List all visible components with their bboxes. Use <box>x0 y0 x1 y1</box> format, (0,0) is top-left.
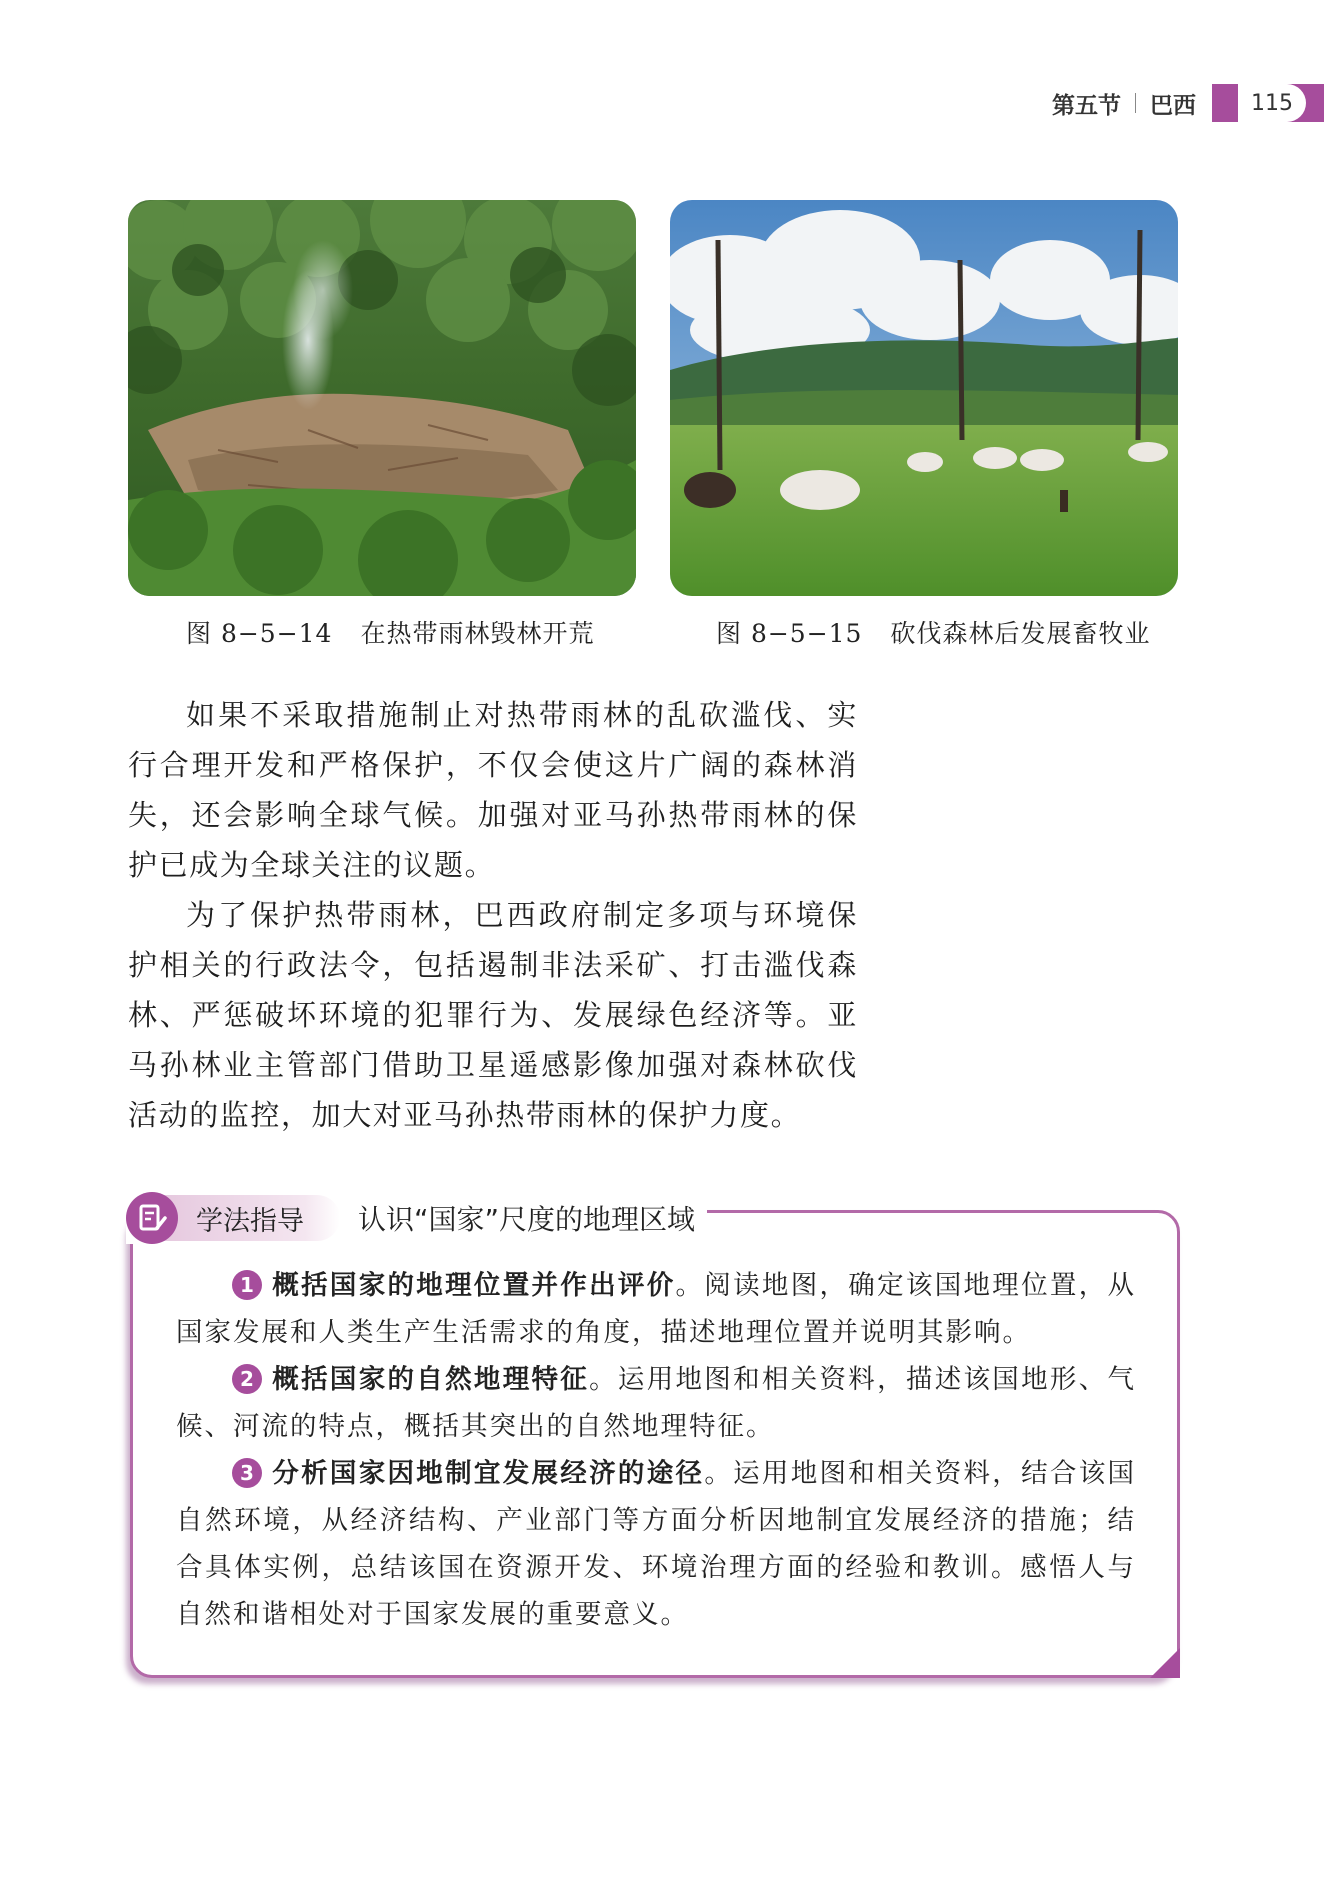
cattle-pasture-image <box>670 200 1178 596</box>
item-number-3-icon: 3 <box>232 1458 262 1488</box>
figure-title-2: 砍伐森林后发展畜牧业 <box>890 619 1151 648</box>
guide-item-2-heading: 概括国家的自然地理特征 <box>272 1364 590 1395</box>
notebook-pen-glyph <box>135 1201 169 1235</box>
guide-item-3 <box>176 1450 1136 1638</box>
notebook-pen-icon <box>126 1192 178 1244</box>
page-number-badge <box>1212 84 1324 122</box>
header-section: 第五节 <box>1052 92 1121 119</box>
body-paragraph-1: 如果不采取措施制止对热带雨林的乱砍滥伐、实行合理开发和严格保护，不仅会使这片广阔的森林消失，还会影响全球气候。加强对亚马孙热带雨林的保护已成为全球关注的议题。 <box>128 698 858 882</box>
figure-caption-1 <box>186 614 594 650</box>
guide-item-2 <box>176 1356 1136 1450</box>
body-paragraph-2: 为了保护热带雨林，巴西政府制定多项与环境保护相关的行政法令，包括遏制非法采矿、打击滥伐森林、严惩破坏环境的犯罪行为、发展绿色经济等。亚马孙林业主管部门借助卫星遥感影像加强对森林砍伐活动的监控，加大对亚马孙热带雨林的保护力度。 <box>128 898 858 1132</box>
guide-item-3-heading: 分析国家因地制宜发展经济的途径 <box>272 1458 705 1489</box>
figure-caption-2 <box>716 614 1150 650</box>
header-country: 巴西 <box>1150 92 1196 119</box>
guide-item-1-text: 。阅读地图，确定该国地理位置，从国家发展和人类生产生活需求的角度，描述地理位置并说明其影响。 <box>176 1270 1136 1348</box>
item-number-1-icon: 1 <box>232 1270 262 1300</box>
figure-number-1: 图 8−5−14 <box>186 619 333 648</box>
study-guide-content <box>176 1262 1136 1638</box>
study-guide-tab <box>126 1192 707 1244</box>
cattle-pasture-photo <box>670 200 1178 596</box>
corner-fold <box>1150 1648 1180 1678</box>
guide-item-2-text: 。运用地图和相关资料，描述该国地形、气候、河流的特点，概括其突出的自然地理特征。 <box>176 1364 1137 1442</box>
figure-title-1: 在热带雨林毁林开荒 <box>360 619 595 648</box>
study-guide-title: 认识“国家”尺度的地理区域 <box>358 1203 696 1236</box>
item-number-2-icon: 2 <box>232 1364 262 1394</box>
figure-number-2: 图 8−5−15 <box>716 619 863 648</box>
page-number: 115 <box>1238 84 1306 122</box>
guide-item-3-text: 。运用地图和相关资料，结合该国自然环境，从经济结构、产业部门等方面分析因地制宜发展经济的措施；结合具体实例，总结该国在资源开发、环境治理方面的经验和教训。感悟人与自然和谐相处对于国家发展的重要意义。 <box>176 1458 1137 1630</box>
guide-item-1 <box>176 1262 1136 1356</box>
body-text <box>128 690 858 1140</box>
study-guide-label: 学法指导 <box>164 1195 340 1241</box>
rainforest-clearing-image <box>128 200 636 596</box>
header-divider <box>1135 93 1136 113</box>
header-title <box>1052 87 1196 120</box>
rainforest-clearing-photo <box>128 200 636 596</box>
page-header <box>1052 84 1324 122</box>
guide-item-1-heading: 概括国家的地理位置并作出评价 <box>272 1270 676 1301</box>
